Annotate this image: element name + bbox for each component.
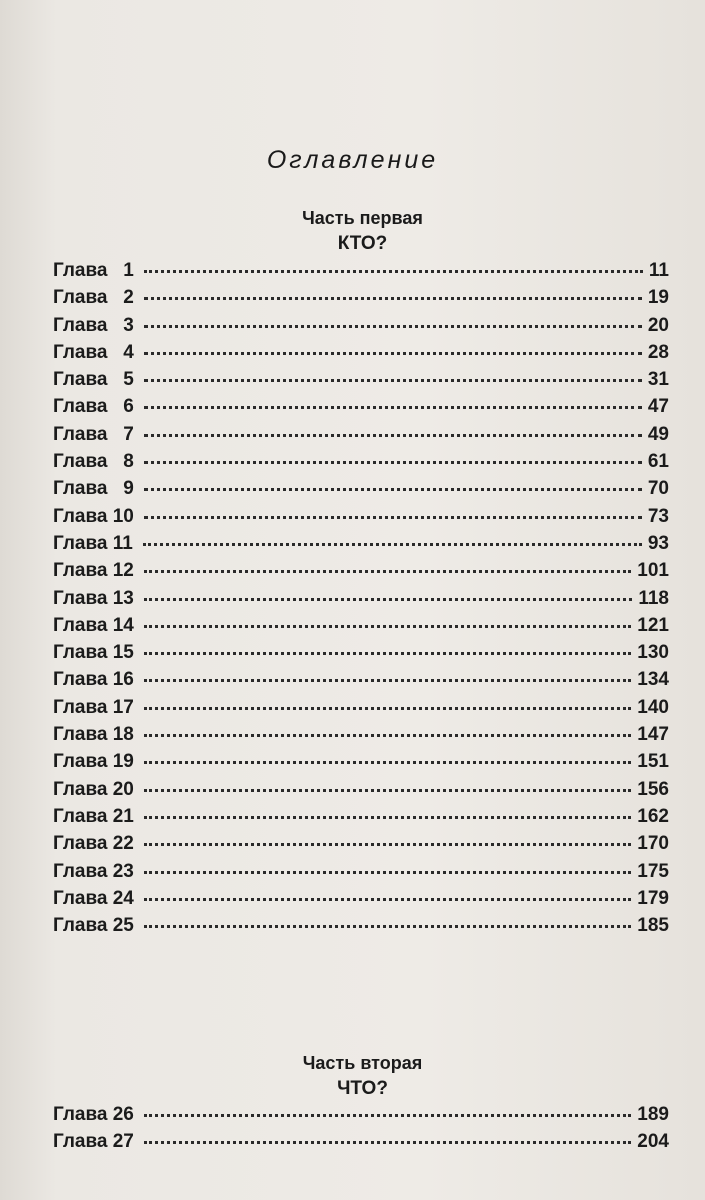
dot-leader xyxy=(144,378,642,382)
chapter-label: Глава 6 xyxy=(53,396,134,418)
dot-leader xyxy=(144,460,642,464)
page-number: 121 xyxy=(637,614,669,636)
chapter-label: Глава 14 xyxy=(53,614,134,636)
chapter-label: Глава 3 xyxy=(53,314,134,336)
toc-entry xyxy=(53,588,669,615)
chapter-label: Глава 26 xyxy=(53,1104,134,1125)
toc-entry xyxy=(53,697,669,724)
page-number: 19 xyxy=(647,287,669,309)
toc-entry xyxy=(53,779,669,806)
toc-title: Оглавление xyxy=(266,146,439,174)
page-number: 73 xyxy=(647,505,669,527)
page-number: 20 xyxy=(647,314,669,336)
dot-leader xyxy=(144,405,642,409)
page-number: 28 xyxy=(647,341,669,363)
page-number: 162 xyxy=(637,805,669,827)
toc-entry xyxy=(53,287,669,314)
toc-entry xyxy=(53,669,669,696)
dot-leader xyxy=(144,597,632,601)
toc-entry xyxy=(53,342,669,369)
part-one-chapter-list xyxy=(53,260,669,942)
dot-leader xyxy=(144,706,631,710)
page-number: 170 xyxy=(637,833,669,855)
dot-leader xyxy=(144,296,642,300)
page-number: 31 xyxy=(647,369,669,391)
chapter-label: Глава 10 xyxy=(53,505,134,527)
dot-leader xyxy=(144,351,642,355)
dot-leader xyxy=(144,515,642,519)
chapter-label: Глава 16 xyxy=(53,669,134,691)
dot-leader xyxy=(144,897,631,901)
page-number: 49 xyxy=(647,423,669,445)
chapter-label: Глава 27 xyxy=(53,1131,134,1153)
page-number: 185 xyxy=(637,915,669,937)
part-two-name: Часть вторая xyxy=(302,1053,423,1073)
page-number: 130 xyxy=(637,642,669,664)
chapter-label: Глава 15 xyxy=(53,642,134,664)
part-one-subtitle: КТО? xyxy=(337,233,388,254)
chapter-label: Глава 18 xyxy=(53,724,134,746)
dot-leader xyxy=(144,760,631,764)
page-number: 204 xyxy=(637,1131,669,1153)
page-number: 140 xyxy=(637,696,669,718)
dot-leader xyxy=(144,870,631,874)
dot-leader xyxy=(144,788,631,792)
dot-leader xyxy=(144,1113,631,1117)
chapter-label: Глава 9 xyxy=(53,478,134,500)
toc-entry xyxy=(53,451,669,478)
part-two-chapter-list xyxy=(53,1104,669,1159)
toc-entry xyxy=(53,915,669,942)
toc-entry xyxy=(53,396,669,423)
dot-leader xyxy=(144,1140,631,1144)
page-number: 189 xyxy=(637,1104,669,1125)
dot-leader xyxy=(144,733,631,737)
part-one-heading xyxy=(0,205,705,257)
dot-leader xyxy=(144,678,631,682)
toc-entry xyxy=(53,724,669,751)
part-one-name: Часть первая xyxy=(302,208,423,228)
toc-entry xyxy=(53,424,669,451)
toc-entry xyxy=(53,751,669,778)
toc-entry xyxy=(53,1104,669,1131)
dot-leader xyxy=(144,569,631,573)
chapter-label: Глава 25 xyxy=(53,915,134,937)
dot-leader xyxy=(144,651,631,655)
page-number: 175 xyxy=(637,860,669,882)
toc-entry xyxy=(53,833,669,860)
chapter-label: Глава 24 xyxy=(53,887,134,909)
toc-entry xyxy=(53,1131,669,1158)
chapter-label: Глава 13 xyxy=(53,587,134,609)
chapter-label: Глава 19 xyxy=(53,751,134,773)
toc-entry xyxy=(53,369,669,396)
chapter-label: Глава 5 xyxy=(53,369,134,391)
chapter-label: Глава 4 xyxy=(53,341,134,363)
chapter-label: Глава 23 xyxy=(53,860,134,882)
toc-entry xyxy=(53,506,669,533)
dot-leader xyxy=(143,542,642,546)
page-number: 47 xyxy=(647,396,669,418)
chapter-label: Глава 2 xyxy=(53,287,134,309)
toc-entry xyxy=(53,615,669,642)
page-number: 93 xyxy=(647,532,669,554)
dot-leader xyxy=(144,842,631,846)
toc-entry xyxy=(53,888,669,915)
chapter-label: Глава 21 xyxy=(53,805,134,827)
page-number: 11 xyxy=(648,260,669,281)
page-number: 147 xyxy=(637,724,669,746)
chapter-label: Глава 8 xyxy=(53,451,134,473)
chapter-label: Глава 12 xyxy=(53,560,134,582)
dot-leader xyxy=(144,487,642,491)
dot-leader xyxy=(144,269,643,273)
page-number: 118 xyxy=(638,587,669,609)
chapter-label: Глава 1 xyxy=(53,260,134,281)
chapter-label: Глава 7 xyxy=(53,423,134,445)
page-number: 156 xyxy=(637,778,669,800)
toc-entry xyxy=(53,861,669,888)
chapter-label: Глава 17 xyxy=(53,696,134,718)
page-number: 101 xyxy=(637,560,669,582)
toc-entry xyxy=(53,478,669,505)
toc-entry xyxy=(53,642,669,669)
page-number: 70 xyxy=(647,478,669,500)
chapter-label: Глава 11 xyxy=(53,532,133,554)
chapter-label: Глава 20 xyxy=(53,778,134,800)
toc-entry xyxy=(53,260,669,287)
toc-entry xyxy=(53,806,669,833)
page-number: 179 xyxy=(637,887,669,909)
toc-entry xyxy=(53,533,669,560)
part-two-subtitle: ЧТО? xyxy=(337,1078,388,1099)
part-two-heading xyxy=(0,1050,705,1102)
dot-leader xyxy=(144,624,631,628)
page-number: 151 xyxy=(637,751,669,773)
dot-leader xyxy=(144,815,631,819)
dot-leader xyxy=(144,924,631,928)
chapter-label: Глава 22 xyxy=(53,833,134,855)
dot-leader xyxy=(144,324,642,328)
page-number: 134 xyxy=(637,669,669,691)
toc-entry xyxy=(53,315,669,342)
page-number: 61 xyxy=(647,451,669,473)
dot-leader xyxy=(144,433,642,437)
toc-entry xyxy=(53,560,669,587)
